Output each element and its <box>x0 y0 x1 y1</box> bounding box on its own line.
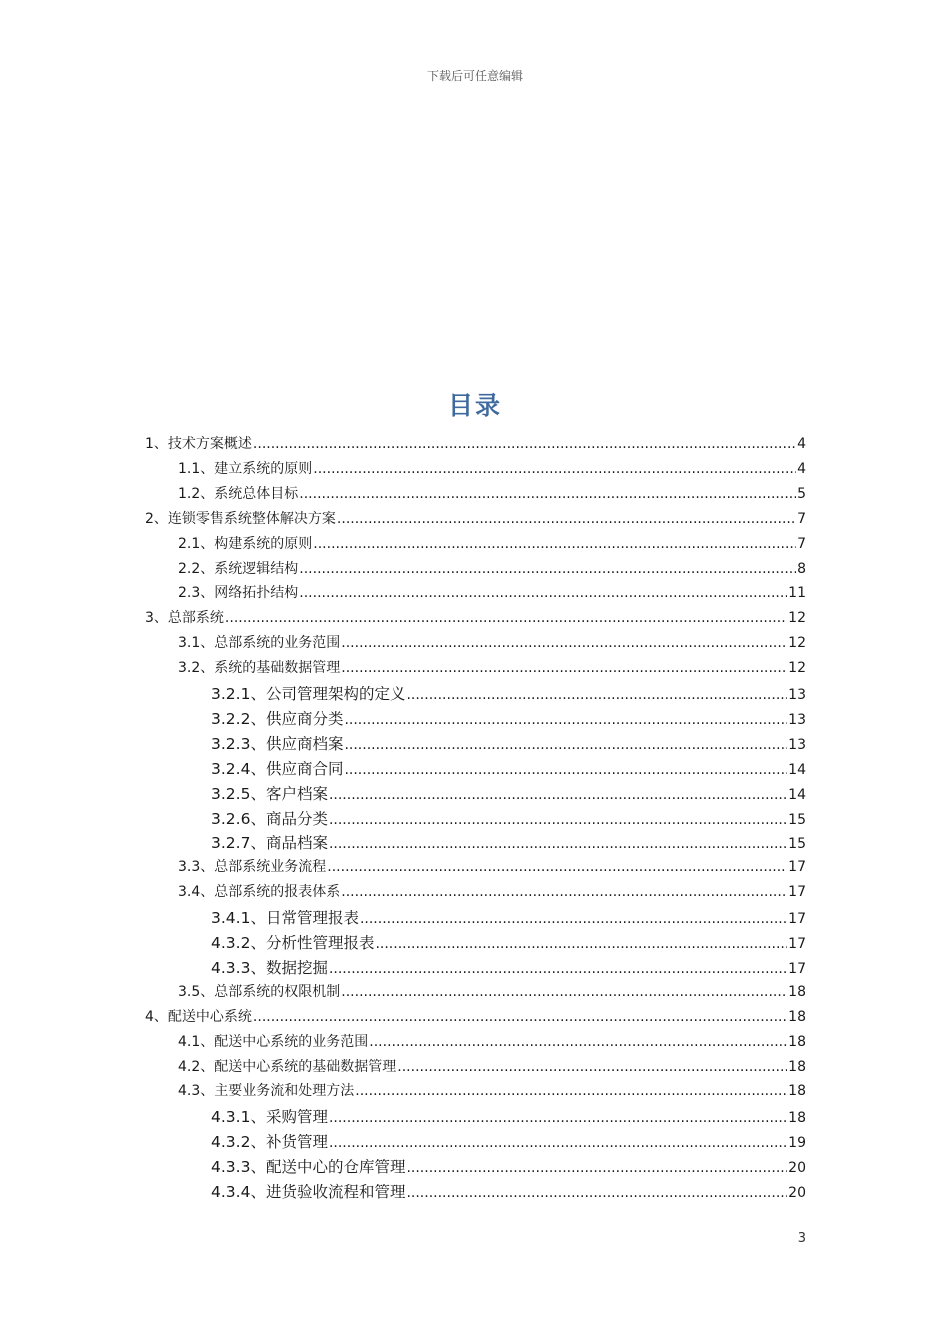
toc-entry-page: 17 <box>788 936 806 952</box>
toc-entry[interactable] <box>211 831 806 853</box>
toc-entry-page: 14 <box>788 761 806 778</box>
toc-entry-label: 3、总部系统 <box>145 610 224 627</box>
toc-entry-label: 4.2、配送中心系统的基础数据管理 <box>178 1058 397 1075</box>
toc-leader-dots <box>337 511 796 527</box>
toc-entry-page: 7 <box>797 510 806 527</box>
toc-entry-page: 12 <box>788 660 806 677</box>
toc-entry-page: 18 <box>788 1033 806 1050</box>
toc-leader-dots <box>369 1034 787 1050</box>
toc-entry[interactable] <box>211 782 806 804</box>
toc-entry-label: 2、连锁零售系统整体解决方案 <box>145 510 336 527</box>
toc-leader-dots <box>299 486 796 502</box>
toc-entry[interactable] <box>145 1006 806 1028</box>
toc-leader-dots <box>313 536 796 552</box>
toc-entry-label: 3.2.1、公司管理架构的定义 <box>211 685 406 703</box>
toc-leader-dots <box>344 762 787 778</box>
toc-entry-page: 15 <box>788 811 806 828</box>
toc-entry-page: 17 <box>788 911 806 928</box>
toc-entry-page: 12 <box>788 610 806 627</box>
toc-leader-dots <box>341 984 787 1000</box>
toc-leader-dots <box>341 635 787 651</box>
toc-leader-dots <box>341 884 787 900</box>
toc-entry[interactable] <box>211 956 806 978</box>
toc-leader-dots <box>299 561 796 577</box>
toc-entry-label: 1.2、系统总体目标 <box>178 485 299 502</box>
toc-entry-page: 17 <box>788 884 806 901</box>
toc-entry-label: 1、技术方案概述 <box>145 436 252 452</box>
toc-entry[interactable] <box>211 682 806 704</box>
toc-entry-page: 20 <box>788 1185 806 1201</box>
toc-entry-label: 4、配送中心系统 <box>145 1008 252 1025</box>
toc-entry-page: 7 <box>797 535 806 552</box>
toc-entry-label: 2.2、系统逻辑结构 <box>178 560 299 577</box>
toc-entry-page: 18 <box>788 983 806 1000</box>
toc-entry-page: 4 <box>797 436 806 452</box>
toc-entry-page: 5 <box>797 485 806 502</box>
toc-leader-dots <box>299 585 787 601</box>
toc-leader-dots <box>313 461 796 477</box>
toc-entry-label: 3.3、总部系统业务流程 <box>178 859 327 876</box>
toc-entry-page: 18 <box>788 1083 806 1100</box>
toc-entry[interactable] <box>211 807 806 829</box>
toc-entry-label: 4.3.3、数据挖掘 <box>211 958 328 977</box>
toc-entry[interactable] <box>211 1130 806 1152</box>
toc-entry[interactable] <box>178 1080 806 1102</box>
toc-entry-page: 13 <box>788 736 806 753</box>
toc-leader-dots <box>329 1135 787 1151</box>
toc-entry-page: 13 <box>788 711 806 728</box>
toc-entry[interactable] <box>178 1031 806 1053</box>
toc-entry[interactable] <box>145 508 806 530</box>
toc-entry[interactable] <box>178 483 806 505</box>
toc-entry-label: 4.3.3、配送中心的仓库管理 <box>211 1158 406 1177</box>
toc-entry-label: 1.1、建立系统的原则 <box>178 460 313 477</box>
toc-entry-page: 17 <box>788 960 806 977</box>
toc-entry[interactable] <box>211 757 806 779</box>
toc-leader-dots <box>329 787 787 803</box>
toc-entry-page: 8 <box>797 560 806 577</box>
toc-entry-label: 3.4.1、日常管理报表 <box>211 909 359 928</box>
toc-leader-dots <box>360 911 787 927</box>
toc-entry-page: 18 <box>788 1008 806 1025</box>
toc-entry[interactable] <box>178 981 806 1003</box>
toc-entry-label: 4.3.4、进货验收流程和管理 <box>211 1183 406 1201</box>
toc-leader-dots <box>397 1059 787 1075</box>
toc-leader-dots <box>327 859 787 875</box>
toc-entry-label: 4.3、主要业务流和处理方法 <box>178 1083 355 1100</box>
toc-leader-dots <box>253 1009 787 1025</box>
toc-leader-dots <box>406 687 787 703</box>
toc-entry-label: 3.2、系统的基础数据管理 <box>178 660 341 677</box>
toc-entry-label: 3.2.2、供应商分类 <box>211 709 344 728</box>
toc-entry-page: 13 <box>788 687 806 703</box>
toc-entry-label: 3.5、总部系统的权限机制 <box>178 983 341 1000</box>
toc-entry[interactable] <box>178 533 806 555</box>
toc-entry[interactable] <box>178 632 806 654</box>
toc-leader-dots <box>329 812 787 828</box>
toc-entry[interactable] <box>145 433 806 455</box>
toc-leader-dots <box>344 712 787 728</box>
toc-entry-page: 20 <box>788 1160 806 1177</box>
toc-leader-dots <box>225 610 787 626</box>
toc-entry-page: 17 <box>788 859 806 876</box>
toc-entry[interactable] <box>211 1155 806 1177</box>
toc-entry-page: 4 <box>797 460 806 477</box>
toc-leader-dots <box>329 1110 787 1126</box>
toc-leader-dots <box>253 436 796 452</box>
toc-entry-page: 19 <box>788 1135 806 1152</box>
toc-entry-label: 3.4、总部系统的报表体系 <box>178 884 341 901</box>
toc-entry[interactable] <box>211 906 806 928</box>
toc-entry-label: 3.1、总部系统的业务范围 <box>178 635 341 652</box>
toc-entry[interactable] <box>211 1105 806 1127</box>
toc-leader-dots <box>329 836 787 852</box>
toc-leader-dots <box>375 936 787 952</box>
toc-entry-page: 15 <box>788 836 806 853</box>
toc-entry-label: 3.2.4、供应商合同 <box>211 759 344 778</box>
toc-leader-dots <box>344 737 787 753</box>
toc-entry[interactable] <box>178 657 806 679</box>
toc-entry[interactable] <box>211 1180 806 1202</box>
toc-entry[interactable] <box>211 732 806 754</box>
toc-leader-dots <box>406 1185 787 1201</box>
toc-entry[interactable] <box>211 707 806 729</box>
toc-entry-label: 4.3.2、分析性管理报表 <box>211 934 375 952</box>
toc-entry-page: 18 <box>788 1058 806 1075</box>
toc-leader-dots <box>329 961 787 977</box>
toc-entry[interactable] <box>178 582 806 604</box>
toc-entry-page: 12 <box>788 635 806 652</box>
toc-title: 目录 <box>447 391 502 420</box>
toc-entry-label: 4.1、配送中心系统的业务范围 <box>178 1033 369 1050</box>
toc-leader-dots <box>406 1160 787 1176</box>
toc-entry[interactable] <box>145 607 806 629</box>
toc-leader-dots <box>355 1083 787 1099</box>
toc-entry[interactable] <box>178 1056 806 1078</box>
toc-entry[interactable] <box>178 558 806 580</box>
toc-entry-page: 18 <box>788 1110 806 1127</box>
toc-entry-label: 3.2.7、商品档案 <box>211 834 328 853</box>
toc-leader-dots <box>341 660 787 676</box>
toc-entry[interactable] <box>211 931 806 953</box>
page-number: 3 <box>797 1231 806 1246</box>
toc-entry-label: 3.2.6、商品分类 <box>211 809 328 828</box>
toc-entry-label: 3.2.3、供应商档案 <box>211 734 344 753</box>
toc-entry[interactable] <box>178 856 806 878</box>
toc-entry-page: 14 <box>788 786 806 803</box>
toc-entry-label: 4.3.2、补货管理 <box>211 1133 328 1152</box>
toc-entry-label: 2.1、构建系统的原则 <box>178 535 313 552</box>
toc-entry-label: 3.2.5、客户档案 <box>211 784 328 803</box>
toc-entry-page: 11 <box>788 585 806 602</box>
toc-entry[interactable] <box>178 881 806 903</box>
toc-entry-label: 2.3、网络拓扑结构 <box>178 585 299 602</box>
toc-entry[interactable] <box>178 458 806 480</box>
toc-entry-label: 4.3.1、采购管理 <box>211 1108 328 1127</box>
header-note: 下载后可任意编辑 <box>426 69 523 83</box>
